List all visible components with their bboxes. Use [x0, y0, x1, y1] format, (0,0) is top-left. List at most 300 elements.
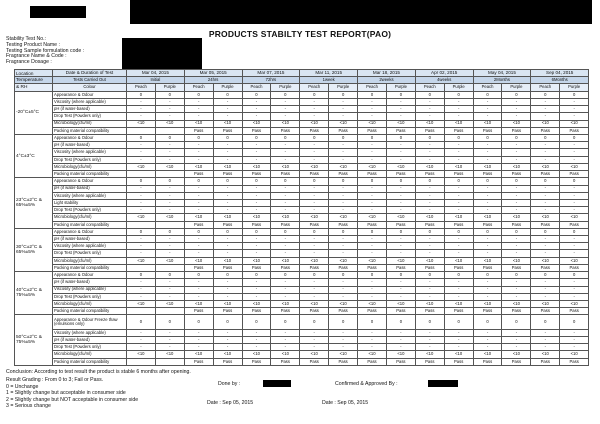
- duration-cell: 24hrs: [184, 77, 242, 84]
- result-cell: -: [300, 185, 329, 192]
- colour-purple: Purple: [329, 84, 358, 91]
- result-cell: <10: [502, 214, 531, 221]
- result-cell: Pass: [560, 127, 589, 134]
- result-cell: Pass: [531, 221, 560, 228]
- result-cell: -: [531, 293, 560, 300]
- grade-2: 2 = Slightly change but NOT acceptable in consumer side: [6, 396, 139, 403]
- result-cell: -: [155, 344, 184, 351]
- result-cell: 0: [560, 272, 589, 279]
- result-cell: -: [560, 250, 589, 257]
- result-cell: -: [473, 185, 502, 192]
- result-cell: Pass: [329, 221, 358, 228]
- result-cell: -: [415, 293, 444, 300]
- result-cell: <10: [127, 214, 156, 221]
- result-cell: -: [502, 192, 531, 199]
- result-cell: -: [444, 185, 473, 192]
- result-cell: 0: [386, 228, 415, 235]
- result-cell: -: [358, 199, 387, 206]
- result-cell: -: [560, 207, 589, 214]
- report-info: [6, 37, 84, 66]
- result-cell: -: [155, 293, 184, 300]
- result-cell: -: [502, 149, 531, 156]
- result-cell: <10: [271, 120, 300, 127]
- result-cell: Pass: [560, 358, 589, 365]
- result-cell: -: [329, 344, 358, 351]
- result-cell: Pass: [300, 358, 329, 365]
- result-cell: -: [531, 149, 560, 156]
- result-cell: -: [300, 192, 329, 199]
- result-cell: <10: [415, 214, 444, 221]
- test-name: Drop Test (Powders only): [53, 250, 127, 257]
- table-row: [15, 207, 589, 214]
- result-cell: <10: [415, 257, 444, 264]
- result-cell: -: [415, 98, 444, 105]
- table-row: [15, 163, 589, 170]
- result-cell: -: [415, 199, 444, 206]
- result-cell: -: [444, 149, 473, 156]
- condition-label: 23°C±2°C & 65%±5%: [15, 178, 53, 229]
- result-cell: 0: [213, 228, 242, 235]
- temperature-header: Temperature: [15, 77, 53, 84]
- result-cell: -: [127, 156, 156, 163]
- result-cell: -: [127, 113, 156, 120]
- result-cell: <10: [415, 351, 444, 358]
- result-cell: -: [155, 329, 184, 336]
- table-row: [15, 243, 589, 250]
- result-cell: -: [213, 106, 242, 113]
- fragrance-dosage-label: Fragrance Dosage :: [6, 59, 52, 66]
- result-cell: -: [155, 236, 184, 243]
- test-name: Packing material compatibility: [53, 221, 127, 228]
- result-cell: <10: [242, 163, 271, 170]
- table-row: [15, 286, 589, 293]
- result-cell: -: [155, 185, 184, 192]
- result-cell: -: [473, 98, 502, 105]
- result-cell: Pass: [184, 308, 213, 315]
- result-cell: Pass: [184, 171, 213, 178]
- result-cell: Pass: [358, 127, 387, 134]
- result-cell: <10: [300, 163, 329, 170]
- result-cell: -: [386, 113, 415, 120]
- result-cell: -: [560, 243, 589, 250]
- result-cell: Pass: [415, 221, 444, 228]
- result-cell: -: [415, 207, 444, 214]
- table-row: [15, 228, 589, 235]
- table-row: [15, 171, 589, 178]
- test-name: Viscosity (where applicable): [53, 192, 127, 199]
- result-cell: -: [242, 279, 271, 286]
- result-cell: -: [184, 279, 213, 286]
- result-cell: -: [473, 329, 502, 336]
- condition-label: 50°C±2°C & 75%±5%: [15, 315, 53, 366]
- result-cell: 0: [386, 178, 415, 185]
- result-cell: 0: [155, 315, 184, 329]
- result-cell: 0: [473, 134, 502, 141]
- result-cell: [155, 358, 184, 365]
- result-cell: <10: [444, 301, 473, 308]
- test-name: Viscosity (where applicable): [53, 149, 127, 156]
- result-cell: <10: [300, 301, 329, 308]
- result-cell: -: [271, 207, 300, 214]
- result-cell: -: [358, 142, 387, 149]
- result-cell: -: [213, 250, 242, 257]
- result-cell: Pass: [444, 221, 473, 228]
- result-cell: -: [560, 286, 589, 293]
- result-cell: -: [531, 243, 560, 250]
- result-cell: 0: [300, 272, 329, 279]
- result-cell: [155, 308, 184, 315]
- info-redaction: [122, 38, 202, 69]
- result-cell: -: [502, 293, 531, 300]
- result-cell: -: [358, 149, 387, 156]
- result-cell: <10: [415, 120, 444, 127]
- result-cell: -: [242, 192, 271, 199]
- result-cell: -: [242, 236, 271, 243]
- result-cell: 0: [271, 91, 300, 98]
- result-cell: -: [184, 106, 213, 113]
- result-cell: 0: [127, 134, 156, 141]
- result-cell: -: [560, 192, 589, 199]
- result-cell: Pass: [242, 358, 271, 365]
- table-row: [15, 293, 589, 300]
- result-cell: -: [531, 156, 560, 163]
- result-cell: Pass: [271, 171, 300, 178]
- result-cell: <10: [213, 301, 242, 308]
- result-cell: 0: [213, 272, 242, 279]
- result-cell: Pass: [502, 264, 531, 271]
- result-cell: 0: [271, 228, 300, 235]
- result-cell: -: [358, 207, 387, 214]
- result-cell: <10: [560, 163, 589, 170]
- result-cell: -: [127, 149, 156, 156]
- result-cell: -: [560, 142, 589, 149]
- result-cell: -: [560, 106, 589, 113]
- result-cell: 0: [415, 228, 444, 235]
- colour-peach: Peach: [473, 84, 502, 91]
- date-cell: Mar 18, 2015: [358, 70, 416, 77]
- result-cell: Pass: [242, 171, 271, 178]
- result-cell: 0: [444, 178, 473, 185]
- result-cell: -: [502, 156, 531, 163]
- result-cell: -: [300, 344, 329, 351]
- result-cell: Pass: [473, 171, 502, 178]
- result-cell: Pass: [300, 264, 329, 271]
- result-cell: 0: [358, 315, 387, 329]
- colour-purple: Purple: [386, 84, 415, 91]
- result-cell: -: [213, 98, 242, 105]
- result-cell: <10: [184, 214, 213, 221]
- result-cell: <10: [502, 257, 531, 264]
- result-cell: -: [271, 286, 300, 293]
- report-footer: [6, 369, 191, 409]
- result-cell: [155, 171, 184, 178]
- result-cell: -: [415, 243, 444, 250]
- result-cell: 0: [242, 91, 271, 98]
- result-cell: -: [213, 236, 242, 243]
- result-cell: -: [329, 142, 358, 149]
- colour-peach: Peach: [242, 84, 271, 91]
- result-cell: -: [444, 199, 473, 206]
- result-cell: 0: [127, 272, 156, 279]
- result-cell: -: [444, 98, 473, 105]
- test-name: pH (if water-based): [53, 185, 127, 192]
- result-cell: -: [415, 142, 444, 149]
- result-cell: -: [329, 293, 358, 300]
- result-cell: -: [127, 329, 156, 336]
- date-cell: Mar 07, 2015: [242, 70, 300, 77]
- test-name: Drop Test (Powders only): [53, 293, 127, 300]
- test-name: Drop Test (Powders only): [53, 113, 127, 120]
- result-cell: -: [155, 207, 184, 214]
- result-cell: -: [386, 344, 415, 351]
- result-cell: -: [213, 149, 242, 156]
- result-cell: Pass: [444, 358, 473, 365]
- result-cell: <10: [358, 257, 387, 264]
- result-cell: -: [358, 156, 387, 163]
- result-cell: -: [242, 293, 271, 300]
- result-cell: Pass: [300, 127, 329, 134]
- result-cell: -: [213, 293, 242, 300]
- result-cell: -: [271, 243, 300, 250]
- result-cell: <10: [242, 301, 271, 308]
- result-cell: -: [127, 243, 156, 250]
- result-cell: -: [386, 329, 415, 336]
- table-row: [15, 272, 589, 279]
- test-name: Microbiology(cfu/ml): [53, 301, 127, 308]
- result-cell: -: [155, 149, 184, 156]
- result-cell: -: [531, 185, 560, 192]
- result-cell: -: [386, 106, 415, 113]
- result-cell: -: [329, 207, 358, 214]
- result-cell: <10: [271, 351, 300, 358]
- test-name: Viscosity (where applicable): [53, 98, 127, 105]
- result-cell: -: [155, 106, 184, 113]
- date-done: Date : Sep 05, 2015: [207, 400, 254, 406]
- tests-carried-out-header: Tests Carried Out: [53, 77, 127, 84]
- result-cell: -: [502, 142, 531, 149]
- result-cell: <10: [531, 163, 560, 170]
- result-cell: Pass: [184, 221, 213, 228]
- result-cell: -: [329, 192, 358, 199]
- result-cell: -: [300, 98, 329, 105]
- result-cell: -: [502, 336, 531, 343]
- result-cell: -: [271, 113, 300, 120]
- result-cell: -: [502, 207, 531, 214]
- result-cell: -: [242, 149, 271, 156]
- result-cell: <10: [473, 163, 502, 170]
- result-cell: -: [329, 286, 358, 293]
- duration-cell: 6Months: [531, 77, 589, 84]
- result-cell: -: [560, 156, 589, 163]
- result-cell: -: [213, 329, 242, 336]
- result-cell: -: [213, 199, 242, 206]
- result-cell: -: [184, 250, 213, 257]
- result-cell: 0: [358, 272, 387, 279]
- result-cell: -: [444, 113, 473, 120]
- table-row: [15, 185, 589, 192]
- result-cell: 0: [358, 178, 387, 185]
- result-cell: -: [444, 336, 473, 343]
- result-cell: -: [329, 329, 358, 336]
- table-row: [15, 192, 589, 199]
- result-cell: 0: [155, 91, 184, 98]
- result-cell: -: [184, 243, 213, 250]
- result-cell: <10: [242, 351, 271, 358]
- result-cell: -: [300, 156, 329, 163]
- result-cell: Pass: [213, 264, 242, 271]
- result-cell: -: [127, 279, 156, 286]
- test-name: Appearance & Odour: [53, 228, 127, 235]
- result-cell: <10: [531, 301, 560, 308]
- result-cell: -: [560, 329, 589, 336]
- result-cell: -: [358, 293, 387, 300]
- result-cell: -: [155, 336, 184, 343]
- result-cell: -: [444, 106, 473, 113]
- result-cell: Pass: [271, 358, 300, 365]
- result-cell: -: [502, 113, 531, 120]
- result-cell: <10: [386, 214, 415, 221]
- result-cell: -: [300, 113, 329, 120]
- result-cell: Pass: [444, 308, 473, 315]
- result-cell: -: [300, 286, 329, 293]
- result-cell: -: [271, 329, 300, 336]
- result-cell: Pass: [415, 171, 444, 178]
- date-cell: Apr 02, 2015: [415, 70, 473, 77]
- result-cell: -: [415, 192, 444, 199]
- result-cell: -: [560, 336, 589, 343]
- result-cell: 0: [444, 228, 473, 235]
- result-cell: 0: [473, 272, 502, 279]
- result-cell: Pass: [329, 127, 358, 134]
- test-name: Microbiology(cfu/ml): [53, 214, 127, 221]
- test-name: Appearance & Odour: [53, 178, 127, 185]
- result-cell: 0: [213, 91, 242, 98]
- result-cell: 0: [155, 134, 184, 141]
- result-cell: Pass: [386, 127, 415, 134]
- result-cell: -: [271, 149, 300, 156]
- result-cell: Pass: [502, 127, 531, 134]
- result-cell: Pass: [386, 358, 415, 365]
- result-cell: [127, 264, 156, 271]
- result-cell: Pass: [444, 127, 473, 134]
- result-cell: -: [473, 279, 502, 286]
- result-cell: 0: [271, 315, 300, 329]
- result-cell: -: [271, 279, 300, 286]
- result-cell: -: [560, 344, 589, 351]
- result-cell: 0: [329, 272, 358, 279]
- result-cell: 0: [444, 272, 473, 279]
- result-cell: -: [329, 98, 358, 105]
- result-cell: Pass: [386, 171, 415, 178]
- result-cell: -: [502, 236, 531, 243]
- result-cell: -: [502, 106, 531, 113]
- table-row: [15, 329, 589, 336]
- result-cell: 0: [502, 228, 531, 235]
- grading-text: Result Grading : From 0 to 3; Fail or Pass.: [6, 377, 104, 384]
- result-cell: -: [213, 243, 242, 250]
- table-row: [15, 113, 589, 120]
- table-row: [15, 308, 589, 315]
- result-cell: -: [155, 250, 184, 257]
- result-cell: -: [473, 344, 502, 351]
- result-cell: 0: [127, 178, 156, 185]
- result-cell: Pass: [531, 171, 560, 178]
- result-cell: -: [415, 156, 444, 163]
- result-cell: 0: [502, 134, 531, 141]
- colour-purple: Purple: [271, 84, 300, 91]
- result-cell: [155, 221, 184, 228]
- result-cell: <10: [242, 120, 271, 127]
- result-cell: -: [531, 279, 560, 286]
- result-cell: -: [300, 293, 329, 300]
- result-cell: -: [502, 98, 531, 105]
- result-cell: 0: [415, 178, 444, 185]
- result-cell: -: [127, 192, 156, 199]
- test-name: Appearance & Odour: [53, 272, 127, 279]
- grade-1: 1 = Slightly change but acceptable in consumer side: [6, 390, 126, 397]
- result-cell: [127, 127, 156, 134]
- result-cell: -: [473, 250, 502, 257]
- result-cell: Pass: [329, 171, 358, 178]
- duration-cell: 2weeks: [358, 77, 416, 84]
- result-cell: -: [473, 243, 502, 250]
- result-cell: -: [242, 156, 271, 163]
- location-header: Location: [15, 70, 53, 77]
- result-cell: -: [531, 98, 560, 105]
- result-cell: Pass: [213, 171, 242, 178]
- grade-3: 3 = Serious change: [6, 403, 51, 410]
- result-cell: -: [386, 243, 415, 250]
- test-name: Packing material compatibility: [53, 308, 127, 315]
- result-cell: -: [560, 149, 589, 156]
- result-cell: -: [473, 236, 502, 243]
- condition-label: 30°C±2°C & 65%±5%: [15, 228, 53, 271]
- colour-purple: Purple: [444, 84, 473, 91]
- result-cell: -: [184, 207, 213, 214]
- result-cell: 0: [415, 91, 444, 98]
- result-cell: Pass: [502, 221, 531, 228]
- table-row: [15, 134, 589, 141]
- header-row-durations: [15, 77, 589, 84]
- result-cell: 0: [213, 178, 242, 185]
- test-name: Microbiology(cfu/ml): [53, 351, 127, 358]
- result-cell: <10: [473, 351, 502, 358]
- table-row: [15, 257, 589, 264]
- result-cell: -: [415, 236, 444, 243]
- result-cell: -: [473, 149, 502, 156]
- confirmed-by-label: Confirmed & Approved By :: [335, 381, 398, 387]
- result-cell: -: [213, 113, 242, 120]
- result-cell: -: [271, 142, 300, 149]
- result-cell: -: [473, 113, 502, 120]
- result-cell: 0: [271, 272, 300, 279]
- result-cell: -: [329, 113, 358, 120]
- result-cell: -: [155, 199, 184, 206]
- result-cell: 0: [127, 228, 156, 235]
- result-cell: <10: [155, 120, 184, 127]
- result-cell: -: [415, 250, 444, 257]
- grade-0: 0 = Unchange: [6, 383, 39, 390]
- result-cell: -: [329, 243, 358, 250]
- header-redaction-right: [130, 0, 592, 24]
- result-cell: -: [213, 279, 242, 286]
- date-cell: May 04, 2015: [473, 70, 531, 77]
- result-cell: <10: [329, 257, 358, 264]
- date-cell: Mar 11, 2015: [300, 70, 358, 77]
- result-cell: -: [242, 243, 271, 250]
- result-cell: <10: [300, 214, 329, 221]
- duration-cell: 72hrs: [242, 77, 300, 84]
